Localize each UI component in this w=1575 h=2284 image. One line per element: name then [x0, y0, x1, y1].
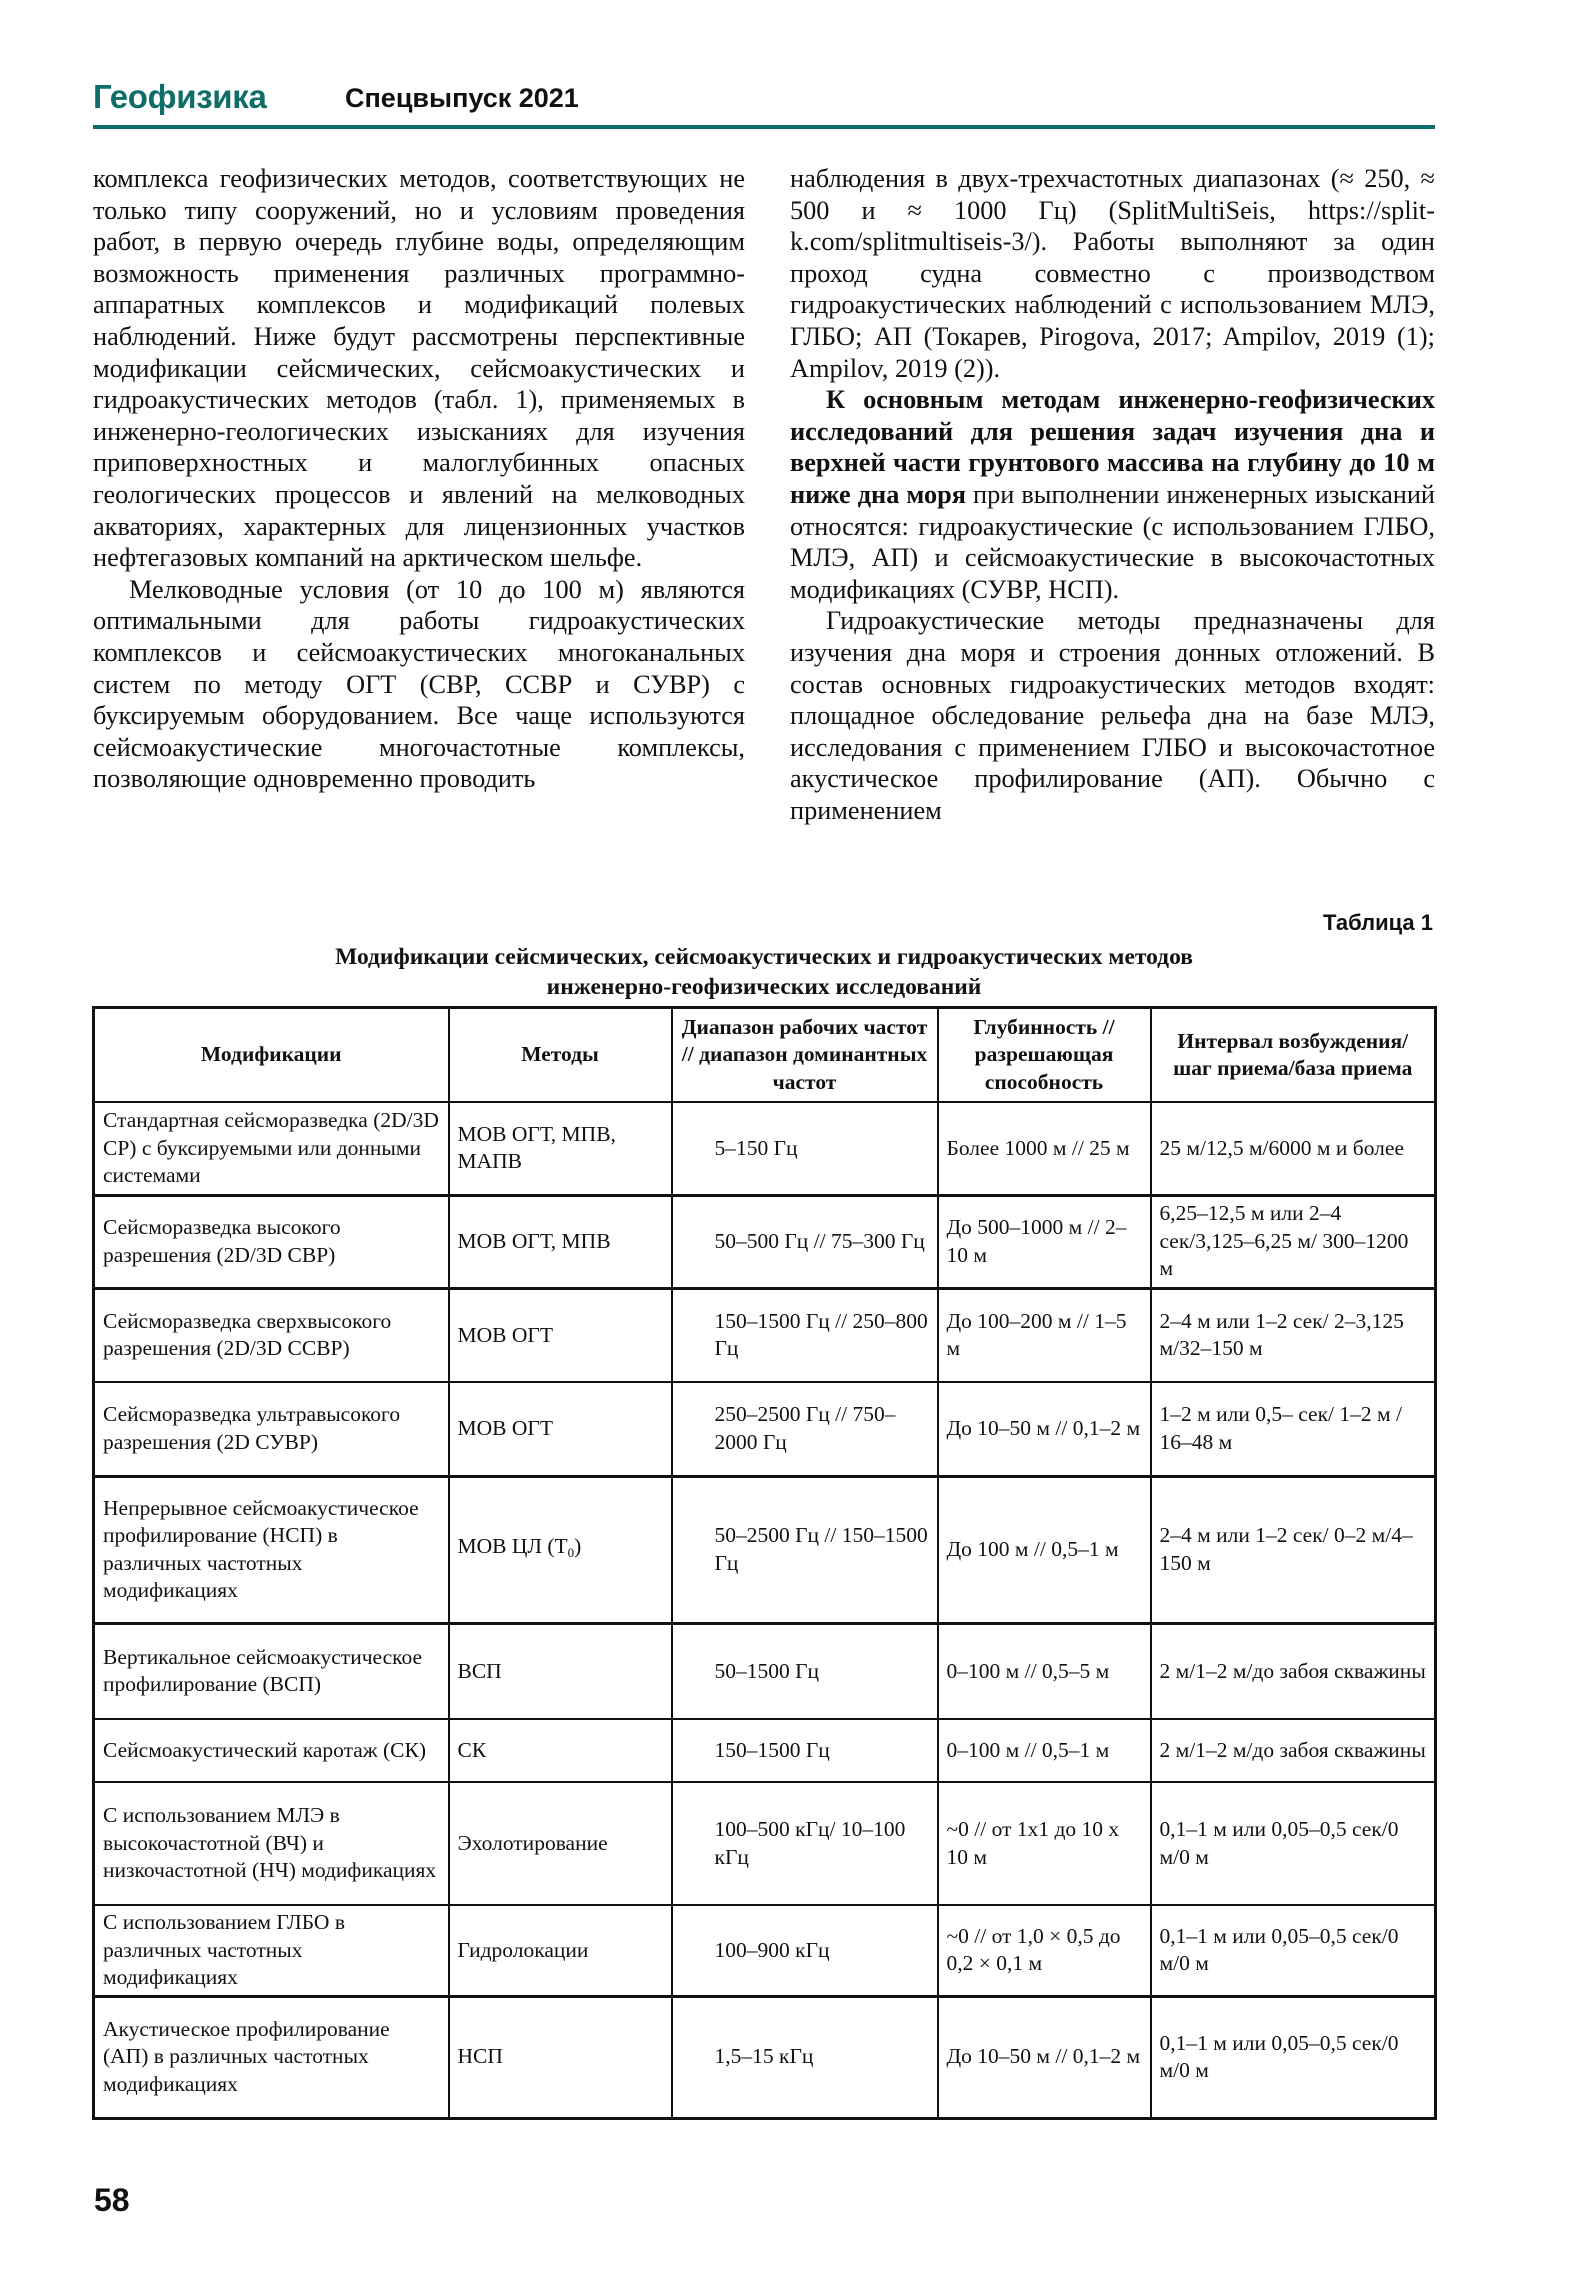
- cell-method: Гидролокации: [449, 1905, 672, 1996]
- cell-modification: Непрерывное сейсмоакустическое профилирование (НСП) в различных частотных модификациях: [94, 1476, 449, 1623]
- cell-depth: 0–100 м // 0,5–1 м: [938, 1719, 1151, 1782]
- issue-name: Спецвыпуск 2021: [345, 83, 579, 113]
- text-column-right: [790, 163, 1435, 826]
- cell-method: МОВ ОГТ: [449, 1382, 672, 1476]
- paragraph: комплекса геофизических методов, соответствующих не только типу сооружений, но и условиям проведения работ, в первую очередь глубине воды, определяющим возможность применения различных программно-аппаратных комплексов и модификаций полевых наблюдений. Ниже будут рассмотрены перспективные модификации сейсмических, сейсмоакустических и гидроакустических методов (табл. 1), применяемых в инженерно-геологических изысканиях для изучения приповерхностных и малоглубинных опасных геологических процессов и явлений на мелководных акваториях, характерных для лицензионных участков нефтегазовых компаний на арктическом шельфе.: [93, 164, 745, 573]
- cell-modification: Вертикальное сейсмоакустическое профилирование (ВСП): [94, 1623, 449, 1719]
- cell-method: МОВ ОГТ: [449, 1288, 672, 1382]
- table-row: [94, 1905, 1436, 1996]
- column-header: Методы: [449, 1008, 672, 1103]
- paragraph-text: при выполнении инженерных изысканий относятся: гидроакустические (с использованием ГЛБО, МЛЭ, АП) и сейсмоакустические в высокочастотных модификациях (СУВР, НСП).: [790, 479, 1435, 604]
- paragraph: наблюдения в двух-трехчастотных диапазонах (≈ 250, ≈ 500 и ≈ 1000 Гц) (SplitMultiSeis, https://split-k.com/splitmultiseis-3/). Работы выполняют за один проход судна совместно с производством гидроакустических наблюдений с использованием МЛЭ, ГЛБО; АП (Токарев, Pirogova, 2017; Ampilov, 2019 (1); Ampilov, 2019 (2)).: [790, 164, 1435, 383]
- cell-method: Эхолотирование: [449, 1782, 672, 1905]
- table-label: Таблица 1: [1322, 910, 1433, 935]
- cell-method: МОВ ОГТ, МПВ: [449, 1195, 672, 1288]
- cell-interval: 0,1–1 м или 0,05–0,5 сек/0 м/0 м: [1151, 1996, 1436, 2118]
- cell-frequency: 50–500 Гц // 75–300 Гц: [672, 1195, 938, 1288]
- cell-interval: 1–2 м или 0,5– сек/ 1–2 м / 16–48 м: [1151, 1382, 1436, 1476]
- table-title: [93, 942, 1435, 1002]
- cell-method: СК: [449, 1719, 672, 1782]
- cell-interval: 0,1–1 м или 0,05–0,5 сек/0 м/0 м: [1151, 1905, 1436, 1996]
- cell-interval: 2 м/1–2 м/до забоя скважины: [1151, 1623, 1436, 1719]
- cell-depth: ~0 // от 1,0 × 0,5 до 0,2 × 0,1 м: [938, 1905, 1151, 1996]
- table-header-row: [94, 1008, 1436, 1103]
- column-header: Модификации: [94, 1008, 449, 1103]
- cell-modification: С использованием МЛЭ в высокочастотной (ВЧ) и низкочастотной (НЧ) модификациях: [94, 1782, 449, 1905]
- column-header: Диапазон рабочих частот // диапазон доминантных частот: [672, 1008, 938, 1103]
- cell-interval: 6,25–12,5 м или 2–4 сек/3,125–6,25 м/ 300–1200 м: [1151, 1195, 1436, 1288]
- cell-modification: Сейсморазведка высокого разрешения (2D/3D СВР): [94, 1195, 449, 1288]
- table-row: [94, 1382, 1436, 1476]
- cell-method: НСП: [449, 1996, 672, 2118]
- cell-method: [449, 1476, 672, 1623]
- paragraph: Гидроакустические методы предназначены для изучения дна моря и строения донных отложений. В состав основных гидроакустических методов входят: площадное обследование рельефа дна на базе МЛЭ, исследования с применением ГЛБО и высокочастотное акустическое профилирование (АП). Обычно с применением: [790, 606, 1435, 825]
- table-title-line: инженерно-геофизических исследований: [546, 974, 982, 1000]
- table-row: [94, 1996, 1436, 2118]
- column-header: Интервал возбуждения/шаг приема/база приема: [1151, 1008, 1436, 1103]
- cell-depth: Более 1000 м // 25 м: [938, 1102, 1151, 1195]
- cell-frequency: 250–2500 Гц // 750–2000 Гц: [672, 1382, 938, 1476]
- cell-frequency: 100–900 кГц: [672, 1905, 938, 1996]
- cell-frequency: 50–2500 Гц // 150–1500 Гц: [672, 1476, 938, 1623]
- table-row: [94, 1195, 1436, 1288]
- running-header: [93, 78, 1435, 130]
- cell-interval: 25 м/12,5 м/6000 м и более: [1151, 1102, 1436, 1195]
- paragraph: [790, 384, 1435, 605]
- table-row: [94, 1288, 1436, 1382]
- cell-method: МОВ ОГТ, МПВ, МАПВ: [449, 1102, 672, 1195]
- journal-name: Геофизика: [93, 78, 267, 115]
- column-header: Глубинность // разрешающая способность: [938, 1008, 1151, 1103]
- table-row: [94, 1623, 1436, 1719]
- cell-frequency: 5–150 Гц: [672, 1102, 938, 1195]
- cell-interval: 2–4 м или 1–2 сек/ 2–3,125 м/32–150 м: [1151, 1288, 1436, 1382]
- bold-lead-text: К основным методам инженерно-геофизических исследований для решения задач изучения дна и верхней части грунтового массива на глубину до 10 м ниже дна моря: [790, 385, 1435, 509]
- cell-depth: До 10–50 м // 0,1–2 м: [938, 1996, 1151, 2118]
- table-row: [94, 1102, 1436, 1195]
- table-row: [94, 1782, 1436, 1905]
- methods-table: [92, 1006, 1437, 2120]
- cell-modification: Сейсморазведка ультравысокого разрешения (2D СУВР): [94, 1382, 449, 1476]
- cell-depth: До 10–50 м // 0,1–2 м: [938, 1382, 1151, 1476]
- method-text: МОВ ЦЛ (T: [457, 1533, 568, 1558]
- cell-depth: До 100 м // 0,5–1 м: [938, 1476, 1151, 1623]
- cell-frequency: 1,5–15 кГц: [672, 1996, 938, 2118]
- subscript: 0: [567, 1544, 575, 1560]
- cell-depth: До 100–200 м // 1–5 м: [938, 1288, 1151, 1382]
- cell-interval: 2–4 м или 1–2 сек/ 0–2 м/4–150 м: [1151, 1476, 1436, 1623]
- cell-depth: 0–100 м // 0,5–5 м: [938, 1623, 1151, 1719]
- cell-frequency: 50–1500 Гц: [672, 1623, 938, 1719]
- cell-modification: Стандартная сейсморазведка (2D/3D СР) с буксируемыми или донными системами: [94, 1102, 449, 1195]
- header-rule: [93, 125, 1435, 129]
- cell-frequency: 100–500 кГц/ 10–100 кГц: [672, 1782, 938, 1905]
- page-number: 58: [94, 2182, 130, 2218]
- cell-modification: Сейсмоакустический каротаж (СК): [94, 1719, 449, 1782]
- cell-interval: 2 м/1–2 м/до забоя скважины: [1151, 1719, 1436, 1782]
- paragraph: Мелководные условия (от 10 до 100 м) являются оптимальными для работы гидроакустических комплексов и сейсмоакустических многоканальных систем по методу ОГТ (СВР, ССВР и СУВР) с буксируемым оборудованием. Все чаще используются сейсмоакустические многочастотные комплексы, позволяющие одновременно проводить: [93, 574, 745, 794]
- cell-method: ВСП: [449, 1623, 672, 1719]
- cell-interval: 0,1–1 м или 0,05–0,5 сек/0 м/0 м: [1151, 1782, 1436, 1905]
- cell-modification: С использованием ГЛБО в различных частотных модификациях: [94, 1905, 449, 1996]
- cell-modification: Акустическое профилирование (АП) в различных частотных модификациях: [94, 1996, 449, 2118]
- cell-frequency: 150–1500 Гц: [672, 1719, 938, 1782]
- cell-frequency: 150–1500 Гц // 250–800 Гц: [672, 1288, 938, 1382]
- method-text-tail: ): [574, 1533, 582, 1558]
- table-row: [94, 1476, 1436, 1623]
- cell-depth: ~0 // от 1х1 до 10 х 10 м: [938, 1782, 1151, 1905]
- table-title-line: Модификации сейсмических, сейсмоакустических и гидроакустических методов: [335, 944, 1193, 970]
- text-column-left: [93, 163, 745, 795]
- cell-depth: До 500–1000 м // 2–10 м: [938, 1195, 1151, 1288]
- cell-modification: Сейсморазведка сверхвысокого разрешения (2D/3D ССВР): [94, 1288, 449, 1382]
- table-row: [94, 1719, 1436, 1782]
